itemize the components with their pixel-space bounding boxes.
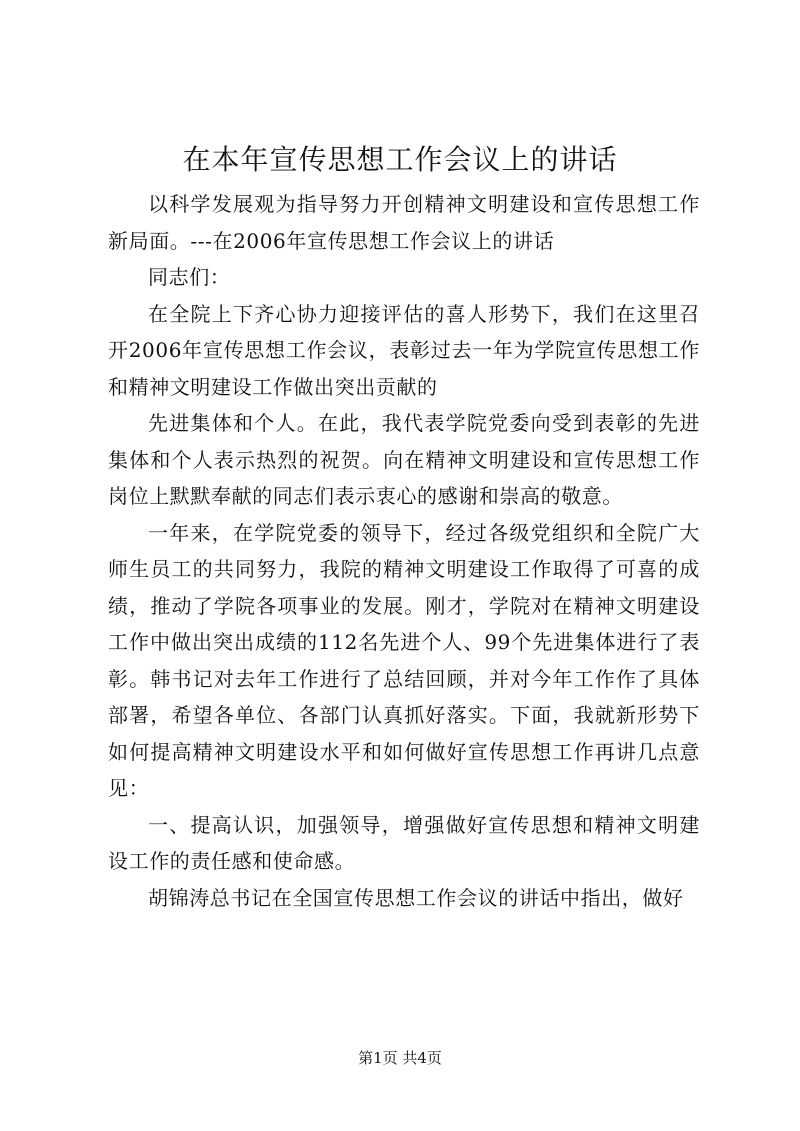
paragraph-opening: 在全院上下齐心协力迎接评估的喜人形势下，我们在这里召开2006年宣传思想工作会议，表彰过去一年为学院宣传思想工作和精神文明建设工作做出突出贡献的 — [108, 301, 700, 399]
document-title: 在本年宣传思想工作会议上的讲话 — [182, 143, 618, 176]
paragraph-continuation: 胡锦涛总书记在全国宣传思想工作会议的讲话中指出，做好 — [148, 885, 684, 910]
paragraph-congratulations: 先进集体和个人。在此，我代表学院党委向受到表彰的先进集体和个人表示热烈的祝贺。向在精神文明建设和宣传思想工作岗位上默默奉献的同志们表示衷心的感谢和崇高的敬意。 — [108, 411, 700, 508]
section-heading-one: 一、提高认识，加强领导，增强做好宣传思想和精神文明建设工作的责任感和使命感。 — [108, 812, 700, 873]
page-number-footer: 第1页 共4页 — [358, 1049, 442, 1067]
document-body — [108, 186, 700, 916]
paragraph-review: 一年来，在学院党委的领导下，经过各级党组织和全院广大师生员工的共同努力，我院的精神文明建设工作取得了可喜的成绩，推动了学院各项事业的发展。刚才，学院对在精神文明建设工作中做出突出成绩的112名先进个人、99个先进集体进行了表彰。韩书记对去年工作进行了总结回顾，并对今年工作作了具体部署，希望各单位、各部门认真抓好落实。下面，我就新形势下如何提高精神文明建设水平和如何做好宣传思想工作再讲几点意见： — [108, 520, 700, 800]
paragraph-salutation: 同志们： — [148, 265, 231, 289]
paragraph-subtitle: 以科学发展观为指导努力开创精神文明建设和宣传思想工作新局面。---在2006年宣传思想工作会议上的讲话 — [108, 192, 700, 253]
